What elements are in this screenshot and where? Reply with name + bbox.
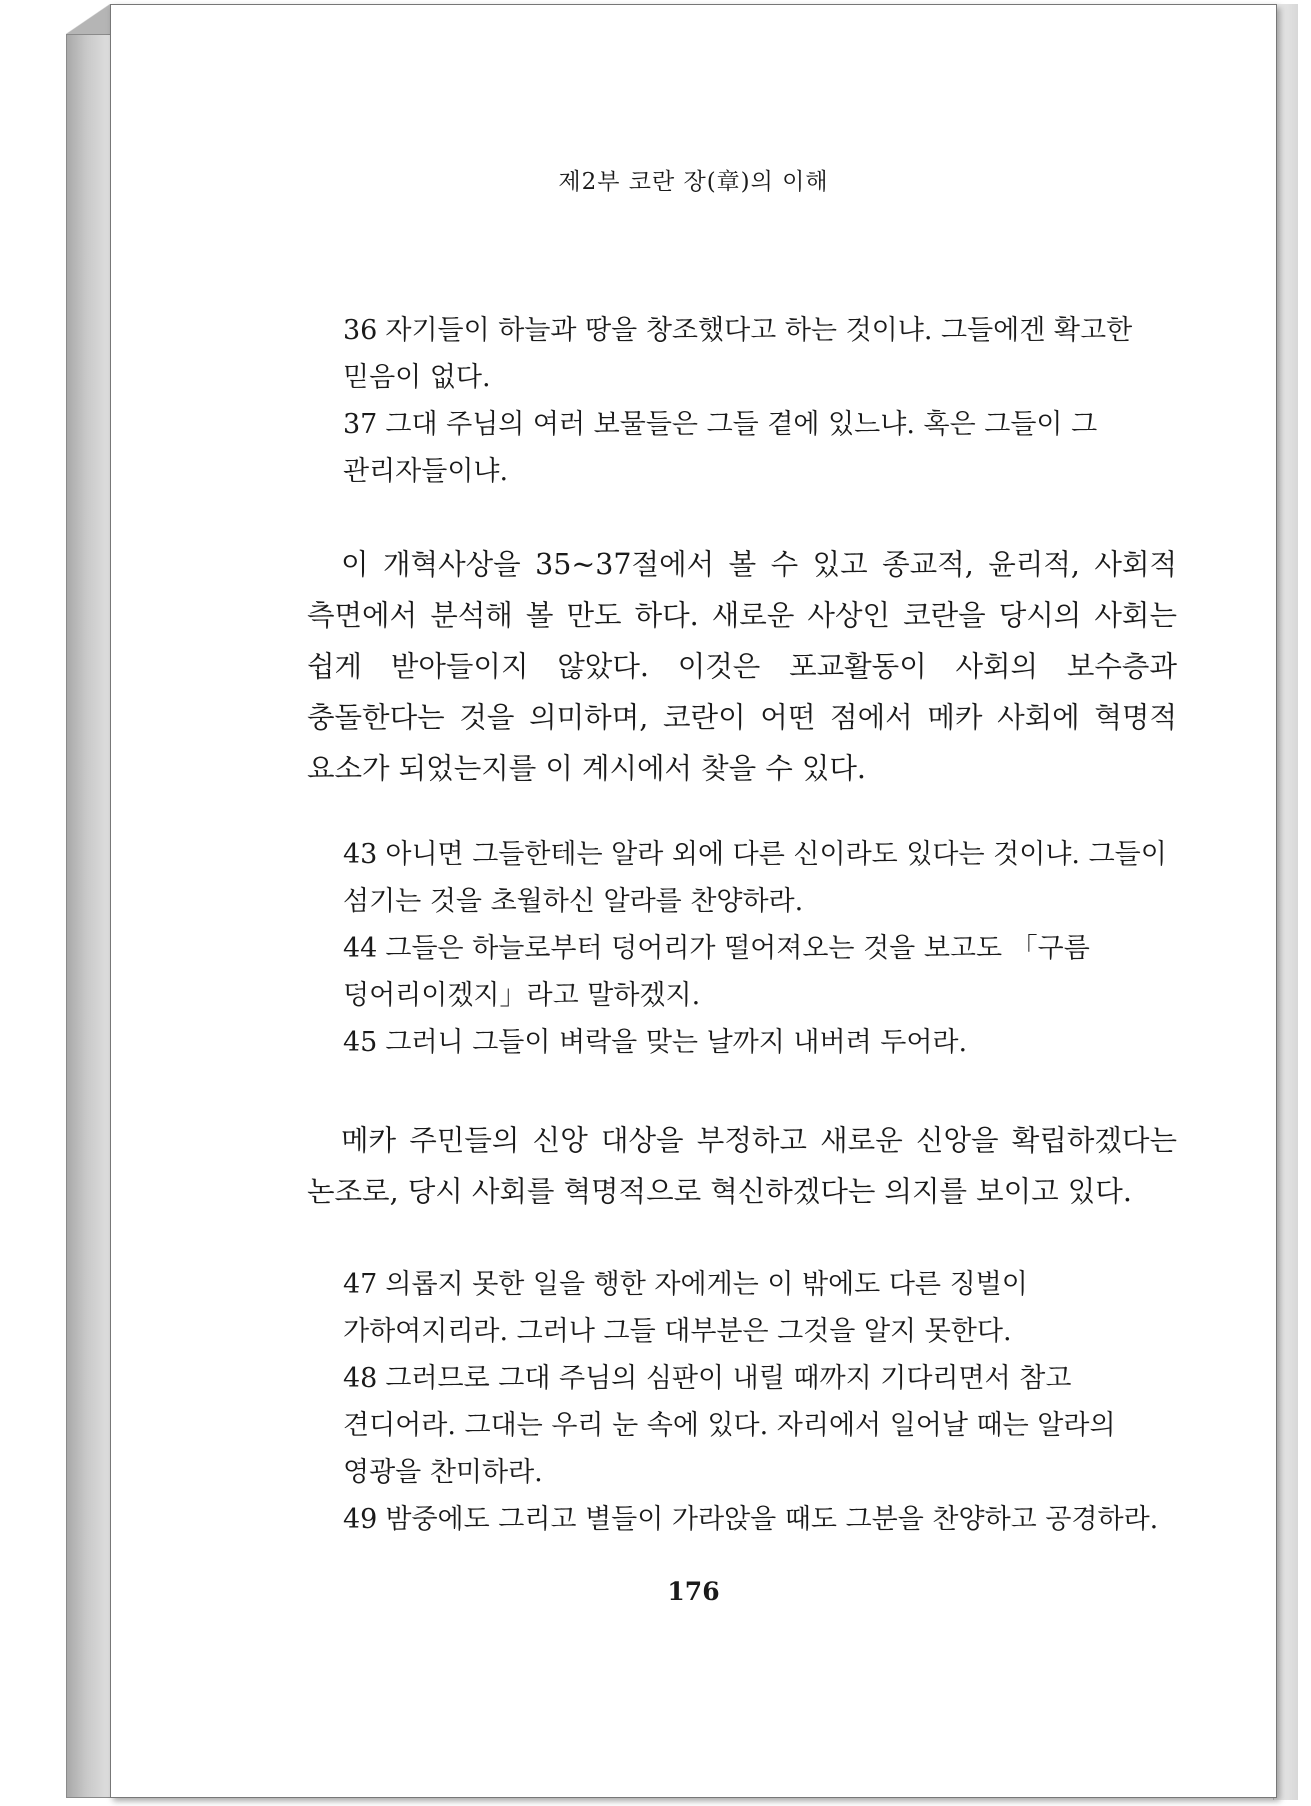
verse-37: [343, 401, 1183, 495]
verse-number: 37: [343, 409, 378, 440]
verse-number: 47: [343, 1269, 378, 1300]
verse-44: [343, 925, 1183, 1019]
verse-number: 48: [343, 1363, 378, 1394]
verse-number: 49: [343, 1504, 378, 1535]
verse-43: [343, 831, 1183, 925]
running-head: 제2부 코란 장(章)의 이해: [558, 169, 829, 195]
book-spine-top: [66, 4, 110, 34]
verse-48: [343, 1355, 1183, 1496]
verse-36: [343, 307, 1183, 401]
verse-text: 그들은 하늘로부터 덩어리가 떨어져오는 것을 보고도 「구름 덩어리이겠지」라고 말하겠지.: [343, 933, 1090, 1011]
verse-text: 그러므로 그대 주님의 심판이 내릴 때까지 기다리면서 참고 견디어라. 그대는 우리 눈 속에 있다. 자리에서 일어날 때는 알라의 영광을 찬미하라.: [343, 1363, 1116, 1488]
verse-number: 43: [343, 839, 378, 870]
verse-number: 36: [343, 315, 378, 346]
verse-text: 아니면 그들한테는 알라 외에 다른 신이라도 있다는 것이냐. 그들이 섬기는 것을 초월하신 알라를 찬양하라.: [343, 839, 1167, 917]
verse-45: [343, 1019, 1183, 1066]
commentary-paragraph-2: 메카 주민들의 신앙 대상을 부정하고 새로운 신앙을 확립하겠다는 논조로, 당시 사회를 혁명적으로 혁신하겠다는 의지를 보이고 있다.: [307, 1124, 1177, 1208]
verse-49: [343, 1496, 1183, 1543]
commentary-paragraph-1: 이 개혁사상을 35~37절에서 볼 수 있고 종교적, 윤리적, 사회적 측면에서 분석해 볼 만도 하다. 새로운 사상인 코란을 당시의 사회는 쉽게 받아들이지 않았다. 이것은 포교활동이 사회의 보수층과 충돌한다는 것을 의미하며, 코란이 어떤 점에서 메카 사회에 혁명적 요소가 되었는지를 이 계시에서 찾을 수 있다.: [307, 548, 1177, 785]
verse-text: 그대 주님의 여러 보물들은 그들 곁에 있느냐. 혹은 그들이 그 관리자들이냐.: [343, 409, 1098, 487]
verse-number: 45: [343, 1027, 378, 1058]
book-spine: [66, 34, 111, 1798]
book: [66, 4, 1298, 1800]
verse-47: [343, 1261, 1183, 1355]
page-number: 176: [667, 1577, 720, 1606]
verse-text: 의롭지 못한 일을 행한 자에게는 이 밖에도 다른 징벌이 가하여지리라. 그러나 그들 대부분은 그것을 알지 못한다.: [343, 1269, 1028, 1347]
verse-number: 44: [343, 933, 378, 964]
verse-text: 그러니 그들이 벼락을 맞는 날까지 내버려 두어라.: [385, 1027, 968, 1058]
book-page: [110, 4, 1277, 1798]
verse-text: 밤중에도 그리고 별들이 가라앉을 때도 그분을 찬양하고 공경하라.: [385, 1504, 1159, 1535]
verse-text: 자기들이 하늘과 땅을 창조했다고 하는 것이냐. 그들에겐 확고한 믿음이 없다.: [343, 315, 1133, 393]
